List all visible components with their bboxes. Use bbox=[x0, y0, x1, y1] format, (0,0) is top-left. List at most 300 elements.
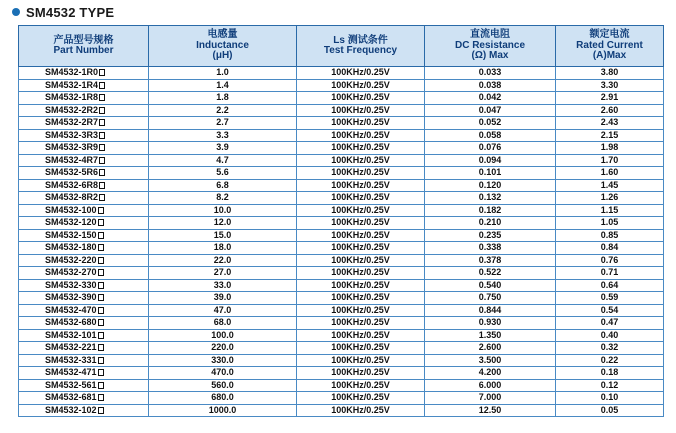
test-frequency-cell bbox=[297, 79, 425, 92]
part-number-cell-text: SM4532-681 bbox=[45, 392, 97, 403]
dc-resistance-cell-text: 0.210 bbox=[478, 217, 502, 228]
test-frequency-cell-text: 100KHz/0.25V bbox=[331, 79, 390, 90]
rated-current-cell-text: 0.22 bbox=[600, 354, 619, 365]
table-row bbox=[19, 192, 664, 205]
dc-resistance-cell bbox=[425, 204, 556, 217]
dc-resistance-cell bbox=[425, 117, 556, 130]
inductance-cell-text: 470.0 bbox=[211, 367, 234, 378]
rated-current-cell-text: 0.71 bbox=[600, 267, 619, 278]
rated-current-cell-text: 0.40 bbox=[600, 329, 619, 340]
dc-resistance-cell-text: 6.000 bbox=[478, 379, 502, 390]
dc-resistance-cell bbox=[425, 342, 556, 355]
inductance-cell-text: 27.0 bbox=[213, 267, 232, 278]
dc-resistance-cell-text: 3.500 bbox=[478, 354, 502, 365]
test-frequency-cell-text: 100KHz/0.25V bbox=[331, 404, 390, 415]
rated-current-cell-text: 1.60 bbox=[600, 167, 619, 178]
part-number-cell bbox=[19, 279, 149, 292]
rated-current-cell bbox=[556, 117, 664, 130]
dc-resistance-cell bbox=[425, 304, 556, 317]
header-en: Test Frequency bbox=[323, 45, 398, 56]
part-number-cell bbox=[19, 292, 149, 305]
dc-resistance-cell bbox=[425, 267, 556, 280]
part-number-cell-text: SM4532-101 bbox=[45, 329, 97, 340]
inductance-cell-text: 2.2 bbox=[216, 104, 229, 115]
test-frequency-cell-text: 100KHz/0.25V bbox=[331, 379, 390, 390]
dc-resistance-cell-text: 0.120 bbox=[478, 179, 502, 190]
suffix-box-icon bbox=[98, 232, 104, 239]
suffix-box-icon bbox=[98, 244, 104, 251]
inductance-cell-text: 1.8 bbox=[216, 92, 229, 103]
dc-resistance-cell bbox=[425, 354, 556, 367]
test-frequency-cell-text: 100KHz/0.25V bbox=[331, 317, 390, 328]
test-frequency-cell-text: 100KHz/0.25V bbox=[331, 167, 390, 178]
suffix-box-icon bbox=[98, 369, 104, 376]
part-number-cell-text: SM4532-6R8 bbox=[45, 179, 99, 190]
inductance-cell bbox=[149, 242, 297, 255]
header-en: Part Number bbox=[53, 45, 114, 56]
rated-current-cell bbox=[556, 142, 664, 155]
rated-current-cell bbox=[556, 342, 664, 355]
dc-resistance-cell bbox=[425, 142, 556, 155]
rated-current-cell bbox=[556, 229, 664, 242]
part-number-cell bbox=[19, 217, 149, 230]
test-frequency-cell bbox=[297, 67, 425, 80]
table-row bbox=[19, 204, 664, 217]
suffix-box-icon bbox=[99, 194, 105, 201]
test-frequency-cell-text: 100KHz/0.25V bbox=[331, 367, 390, 378]
test-frequency-cell-text: 100KHz/0.25V bbox=[331, 179, 390, 190]
header-test-frequency bbox=[297, 26, 425, 67]
rated-current-cell bbox=[556, 179, 664, 192]
rated-current-cell-text: 1.45 bbox=[600, 179, 619, 190]
dc-resistance-cell-text: 0.047 bbox=[478, 104, 502, 115]
part-number-cell bbox=[19, 204, 149, 217]
part-number-cell bbox=[19, 354, 149, 367]
rated-current-cell-text: 0.76 bbox=[600, 254, 619, 265]
test-frequency-cell-text: 100KHz/0.25V bbox=[331, 67, 390, 78]
part-number-cell-text: SM4532-150 bbox=[45, 229, 97, 240]
dc-resistance-cell-text: 0.132 bbox=[478, 192, 502, 203]
inductance-cell bbox=[149, 292, 297, 305]
dc-resistance-cell-text: 0.058 bbox=[478, 129, 502, 140]
table-row bbox=[19, 392, 664, 405]
rated-current-cell-text: 0.18 bbox=[600, 367, 619, 378]
suffix-box-icon bbox=[98, 207, 104, 214]
part-number-cell-text: SM4532-2R7 bbox=[45, 117, 99, 128]
rated-current-cell-text: 0.10 bbox=[600, 392, 619, 403]
inductance-cell bbox=[149, 279, 297, 292]
table-row bbox=[19, 379, 664, 392]
dc-resistance-cell bbox=[425, 242, 556, 255]
test-frequency-cell bbox=[297, 329, 425, 342]
table-row bbox=[19, 117, 664, 130]
part-number-cell-text: SM4532-221 bbox=[45, 342, 97, 353]
spec-table bbox=[18, 25, 664, 417]
dc-resistance-cell-text: 0.094 bbox=[478, 154, 502, 165]
dc-resistance-cell-text: 0.338 bbox=[478, 242, 502, 253]
dc-resistance-cell bbox=[425, 279, 556, 292]
inductance-cell-text: 18.0 bbox=[213, 242, 232, 253]
rated-current-cell-text: 1.26 bbox=[600, 192, 619, 203]
rated-current-cell-text: 0.47 bbox=[600, 317, 619, 328]
rated-current-cell-text: 2.91 bbox=[600, 92, 619, 103]
inductance-cell bbox=[149, 379, 297, 392]
part-number-cell bbox=[19, 229, 149, 242]
test-frequency-cell-text: 100KHz/0.25V bbox=[331, 304, 390, 315]
suffix-box-icon bbox=[98, 332, 104, 339]
table-row bbox=[19, 79, 664, 92]
inductance-cell-text: 100.0 bbox=[211, 329, 234, 340]
dc-resistance-cell bbox=[425, 254, 556, 267]
table-row bbox=[19, 404, 664, 417]
inductance-cell bbox=[149, 329, 297, 342]
test-frequency-cell-text: 100KHz/0.25V bbox=[331, 92, 390, 103]
part-number-cell-text: SM4532-330 bbox=[45, 279, 97, 290]
table-row bbox=[19, 317, 664, 330]
header-inductance bbox=[149, 26, 297, 67]
test-frequency-cell-text: 100KHz/0.25V bbox=[331, 392, 390, 403]
suffix-box-icon bbox=[98, 269, 104, 276]
rated-current-cell bbox=[556, 292, 664, 305]
test-frequency-cell bbox=[297, 404, 425, 417]
test-frequency-cell-text: 100KHz/0.25V bbox=[331, 242, 390, 253]
suffix-box-icon bbox=[98, 394, 104, 401]
inductance-cell-text: 8.2 bbox=[216, 192, 229, 203]
part-number-cell-text: SM4532-3R3 bbox=[45, 129, 99, 140]
suffix-box-icon bbox=[98, 407, 104, 414]
dc-resistance-cell-text: 0.235 bbox=[478, 229, 502, 240]
inductance-cell-text: 22.0 bbox=[213, 254, 232, 265]
dc-resistance-cell-text: 1.350 bbox=[478, 329, 502, 340]
suffix-box-icon bbox=[98, 344, 104, 351]
inductance-cell bbox=[149, 267, 297, 280]
table-row bbox=[19, 304, 664, 317]
dc-resistance-cell-text: 0.052 bbox=[478, 117, 502, 128]
dc-resistance-cell bbox=[425, 192, 556, 205]
test-frequency-cell bbox=[297, 154, 425, 167]
rated-current-cell-text: 0.85 bbox=[600, 229, 619, 240]
header-cn: 直流电阻 bbox=[470, 29, 510, 41]
inductance-cell-text: 12.0 bbox=[213, 217, 232, 228]
dc-resistance-cell-text: 0.101 bbox=[478, 167, 502, 178]
part-number-cell bbox=[19, 142, 149, 155]
dc-resistance-cell bbox=[425, 329, 556, 342]
rated-current-cell bbox=[556, 304, 664, 317]
rated-current-cell-text: 3.30 bbox=[600, 79, 619, 90]
dc-resistance-cell bbox=[425, 392, 556, 405]
inductance-cell-text: 680.0 bbox=[211, 392, 234, 403]
inductance-cell bbox=[149, 154, 297, 167]
rated-current-cell bbox=[556, 392, 664, 405]
part-number-cell-text: SM4532-680 bbox=[45, 317, 97, 328]
test-frequency-cell bbox=[297, 367, 425, 380]
dc-resistance-cell bbox=[425, 379, 556, 392]
test-frequency-cell-text: 100KHz/0.25V bbox=[331, 292, 390, 303]
dc-resistance-cell bbox=[425, 317, 556, 330]
suffix-box-icon bbox=[98, 357, 104, 364]
part-number-cell bbox=[19, 392, 149, 405]
part-number-cell bbox=[19, 92, 149, 105]
header-unit: (Ω) Max bbox=[471, 50, 509, 62]
rated-current-cell bbox=[556, 242, 664, 255]
test-frequency-cell-text: 100KHz/0.25V bbox=[331, 354, 390, 365]
rated-current-cell bbox=[556, 204, 664, 217]
part-number-cell-text: SM4532-1R8 bbox=[45, 92, 99, 103]
rated-current-cell-text: 2.15 bbox=[600, 129, 619, 140]
table-row bbox=[19, 342, 664, 355]
test-frequency-cell bbox=[297, 392, 425, 405]
rated-current-cell-text: 0.12 bbox=[600, 379, 619, 390]
rated-current-cell-text: 2.60 bbox=[600, 104, 619, 115]
part-number-cell-text: SM4532-1R4 bbox=[45, 79, 99, 90]
dc-resistance-cell bbox=[425, 154, 556, 167]
test-frequency-cell bbox=[297, 204, 425, 217]
dc-resistance-cell-text: 2.600 bbox=[478, 342, 502, 353]
dc-resistance-cell-text: 0.182 bbox=[478, 204, 502, 215]
part-number-cell-text: SM4532-5R6 bbox=[45, 167, 99, 178]
test-frequency-cell bbox=[297, 117, 425, 130]
test-frequency-cell bbox=[297, 317, 425, 330]
inductance-cell-text: 1.0 bbox=[216, 67, 229, 78]
test-frequency-cell-text: 100KHz/0.25V bbox=[331, 192, 390, 203]
suffix-box-icon bbox=[99, 182, 105, 189]
dc-resistance-cell-text: 7.000 bbox=[478, 392, 502, 403]
rated-current-cell bbox=[556, 167, 664, 180]
header-row bbox=[19, 26, 664, 67]
part-number-cell-text: SM4532-180 bbox=[45, 242, 97, 253]
header-cn: Ls 测试条件 bbox=[333, 34, 388, 46]
table-row bbox=[19, 367, 664, 380]
dc-resistance-cell-text: 0.038 bbox=[478, 79, 502, 90]
table-row bbox=[19, 279, 664, 292]
test-frequency-cell bbox=[297, 229, 425, 242]
test-frequency-cell-text: 100KHz/0.25V bbox=[331, 279, 390, 290]
part-number-cell-text: SM4532-8R2 bbox=[45, 192, 99, 203]
dc-resistance-cell bbox=[425, 104, 556, 117]
inductance-cell-text: 33.0 bbox=[213, 279, 232, 290]
suffix-box-icon bbox=[98, 307, 104, 314]
rated-current-cell-text: 1.98 bbox=[600, 142, 619, 153]
rated-current-cell-text: 0.84 bbox=[600, 242, 619, 253]
table-row bbox=[19, 92, 664, 105]
table-row bbox=[19, 242, 664, 255]
rated-current-cell-text: 0.54 bbox=[600, 304, 619, 315]
suffix-box-icon bbox=[99, 169, 105, 176]
part-number-cell bbox=[19, 117, 149, 130]
part-number-cell-text: SM4532-331 bbox=[45, 354, 97, 365]
table-row bbox=[19, 354, 664, 367]
rated-current-cell bbox=[556, 217, 664, 230]
rated-current-cell bbox=[556, 317, 664, 330]
inductance-cell bbox=[149, 204, 297, 217]
bullet-icon bbox=[12, 8, 20, 16]
inductance-cell bbox=[149, 229, 297, 242]
rated-current-cell-text: 0.05 bbox=[600, 404, 619, 415]
test-frequency-cell-text: 100KHz/0.25V bbox=[331, 229, 390, 240]
dc-resistance-cell bbox=[425, 67, 556, 80]
title-text: SM4532 TYPE bbox=[26, 4, 115, 20]
test-frequency-cell-text: 100KHz/0.25V bbox=[331, 217, 390, 228]
part-number-cell-text: SM4532-3R9 bbox=[45, 142, 99, 153]
test-frequency-cell bbox=[297, 254, 425, 267]
table-row bbox=[19, 179, 664, 192]
inductance-cell bbox=[149, 179, 297, 192]
inductance-cell bbox=[149, 392, 297, 405]
inductance-cell bbox=[149, 117, 297, 130]
table-row bbox=[19, 229, 664, 242]
part-number-cell bbox=[19, 79, 149, 92]
test-frequency-cell-text: 100KHz/0.25V bbox=[331, 104, 390, 115]
table-row bbox=[19, 267, 664, 280]
inductance-cell bbox=[149, 192, 297, 205]
table-row bbox=[19, 154, 664, 167]
rated-current-cell bbox=[556, 279, 664, 292]
inductance-cell-text: 1.4 bbox=[216, 79, 229, 90]
test-frequency-cell bbox=[297, 279, 425, 292]
part-number-cell-text: SM4532-471 bbox=[45, 367, 97, 378]
dc-resistance-cell bbox=[425, 179, 556, 192]
suffix-box-icon bbox=[98, 382, 104, 389]
table-row bbox=[19, 67, 664, 80]
rated-current-cell bbox=[556, 67, 664, 80]
test-frequency-cell-text: 100KHz/0.25V bbox=[331, 267, 390, 278]
table-row bbox=[19, 254, 664, 267]
test-frequency-cell bbox=[297, 242, 425, 255]
test-frequency-cell bbox=[297, 104, 425, 117]
inductance-cell-text: 47.0 bbox=[213, 304, 232, 315]
rated-current-cell bbox=[556, 79, 664, 92]
part-number-cell bbox=[19, 67, 149, 80]
inductance-cell-text: 4.7 bbox=[216, 154, 229, 165]
inductance-cell bbox=[149, 217, 297, 230]
inductance-cell bbox=[149, 304, 297, 317]
test-frequency-cell bbox=[297, 342, 425, 355]
suffix-box-icon bbox=[98, 319, 104, 326]
dc-resistance-cell-text: 0.750 bbox=[478, 292, 502, 303]
suffix-box-icon bbox=[98, 294, 104, 301]
part-number-cell bbox=[19, 317, 149, 330]
rated-current-cell-text: 1.70 bbox=[600, 154, 619, 165]
dc-resistance-cell bbox=[425, 129, 556, 142]
dc-resistance-cell bbox=[425, 404, 556, 417]
header-cn: 电感量 bbox=[207, 29, 238, 41]
test-frequency-cell bbox=[297, 192, 425, 205]
dc-resistance-cell-text: 0.042 bbox=[478, 92, 502, 103]
test-frequency-cell-text: 100KHz/0.25V bbox=[331, 142, 390, 153]
section-title bbox=[12, 2, 114, 22]
inductance-cell bbox=[149, 317, 297, 330]
part-number-cell-text: SM4532-100 bbox=[45, 204, 97, 215]
inductance-cell bbox=[149, 342, 297, 355]
part-number-cell-text: SM4532-2R2 bbox=[45, 104, 99, 115]
test-frequency-cell bbox=[297, 179, 425, 192]
test-frequency-cell bbox=[297, 217, 425, 230]
suffix-box-icon bbox=[99, 94, 105, 101]
test-frequency-cell bbox=[297, 142, 425, 155]
part-number-cell-text: SM4532-4R7 bbox=[45, 154, 99, 165]
rated-current-cell-text: 0.32 bbox=[600, 342, 619, 353]
header-unit: (A)Max bbox=[592, 50, 627, 62]
dc-resistance-cell-text: 0.378 bbox=[478, 254, 502, 265]
inductance-cell-text: 330.0 bbox=[211, 354, 234, 365]
part-number-cell bbox=[19, 267, 149, 280]
test-frequency-cell bbox=[297, 354, 425, 367]
part-number-cell bbox=[19, 154, 149, 167]
part-number-cell bbox=[19, 242, 149, 255]
header-unit: (μH) bbox=[212, 50, 233, 62]
suffix-box-icon bbox=[98, 257, 104, 264]
inductance-cell-text: 3.3 bbox=[216, 129, 229, 140]
rated-current-cell-text: 0.59 bbox=[600, 292, 619, 303]
rated-current-cell bbox=[556, 254, 664, 267]
test-frequency-cell bbox=[297, 379, 425, 392]
inductance-cell bbox=[149, 142, 297, 155]
inductance-cell-text: 39.0 bbox=[213, 292, 232, 303]
dc-resistance-cell-text: 12.50 bbox=[478, 404, 502, 415]
header-en: Rated Current bbox=[576, 39, 643, 51]
dc-resistance-cell-text: 0.844 bbox=[478, 304, 502, 315]
inductance-cell bbox=[149, 354, 297, 367]
test-frequency-cell-text: 100KHz/0.25V bbox=[331, 254, 390, 265]
suffix-box-icon bbox=[99, 144, 105, 151]
table-row bbox=[19, 292, 664, 305]
suffix-box-icon bbox=[99, 82, 105, 89]
dc-resistance-cell-text: 0.033 bbox=[478, 67, 502, 78]
inductance-cell-text: 68.0 bbox=[213, 317, 232, 328]
inductance-cell bbox=[149, 254, 297, 267]
dc-resistance-cell bbox=[425, 367, 556, 380]
test-frequency-cell bbox=[297, 129, 425, 142]
test-frequency-cell-text: 100KHz/0.25V bbox=[331, 329, 390, 340]
part-number-cell bbox=[19, 329, 149, 342]
rated-current-cell bbox=[556, 329, 664, 342]
inductance-cell-text: 1000.0 bbox=[208, 404, 237, 415]
dc-resistance-cell bbox=[425, 92, 556, 105]
inductance-cell-text: 6.8 bbox=[216, 179, 229, 190]
suffix-box-icon bbox=[99, 119, 105, 126]
rated-current-cell bbox=[556, 267, 664, 280]
header-en: DC Resistance bbox=[454, 39, 526, 51]
rated-current-cell-text: 1.05 bbox=[600, 217, 619, 228]
header-part-number bbox=[19, 26, 149, 67]
rated-current-cell-text: 3.80 bbox=[600, 67, 619, 78]
part-number-cell bbox=[19, 342, 149, 355]
inductance-cell-text: 3.9 bbox=[216, 142, 229, 153]
table-row bbox=[19, 167, 664, 180]
inductance-cell-text: 220.0 bbox=[211, 342, 234, 353]
part-number-cell bbox=[19, 179, 149, 192]
header-en: Inductance bbox=[196, 39, 249, 51]
suffix-box-icon bbox=[99, 132, 105, 139]
suffix-box-icon bbox=[99, 69, 105, 76]
header-cn: 产品型号规格 bbox=[53, 34, 114, 46]
dc-resistance-cell bbox=[425, 79, 556, 92]
header-dc-resistance bbox=[425, 26, 556, 67]
suffix-box-icon bbox=[98, 282, 104, 289]
rated-current-cell-text: 0.64 bbox=[600, 279, 619, 290]
dc-resistance-cell-text: 0.930 bbox=[478, 317, 502, 328]
dc-resistance-cell bbox=[425, 167, 556, 180]
suffix-box-icon bbox=[99, 107, 105, 114]
part-number-cell-text: SM4532-220 bbox=[45, 254, 97, 265]
inductance-cell bbox=[149, 404, 297, 417]
rated-current-cell-text: 2.43 bbox=[600, 117, 619, 128]
suffix-box-icon bbox=[99, 157, 105, 164]
table-row bbox=[19, 329, 664, 342]
part-number-cell bbox=[19, 192, 149, 205]
rated-current-cell-text: 1.15 bbox=[600, 204, 619, 215]
dc-resistance-cell bbox=[425, 229, 556, 242]
